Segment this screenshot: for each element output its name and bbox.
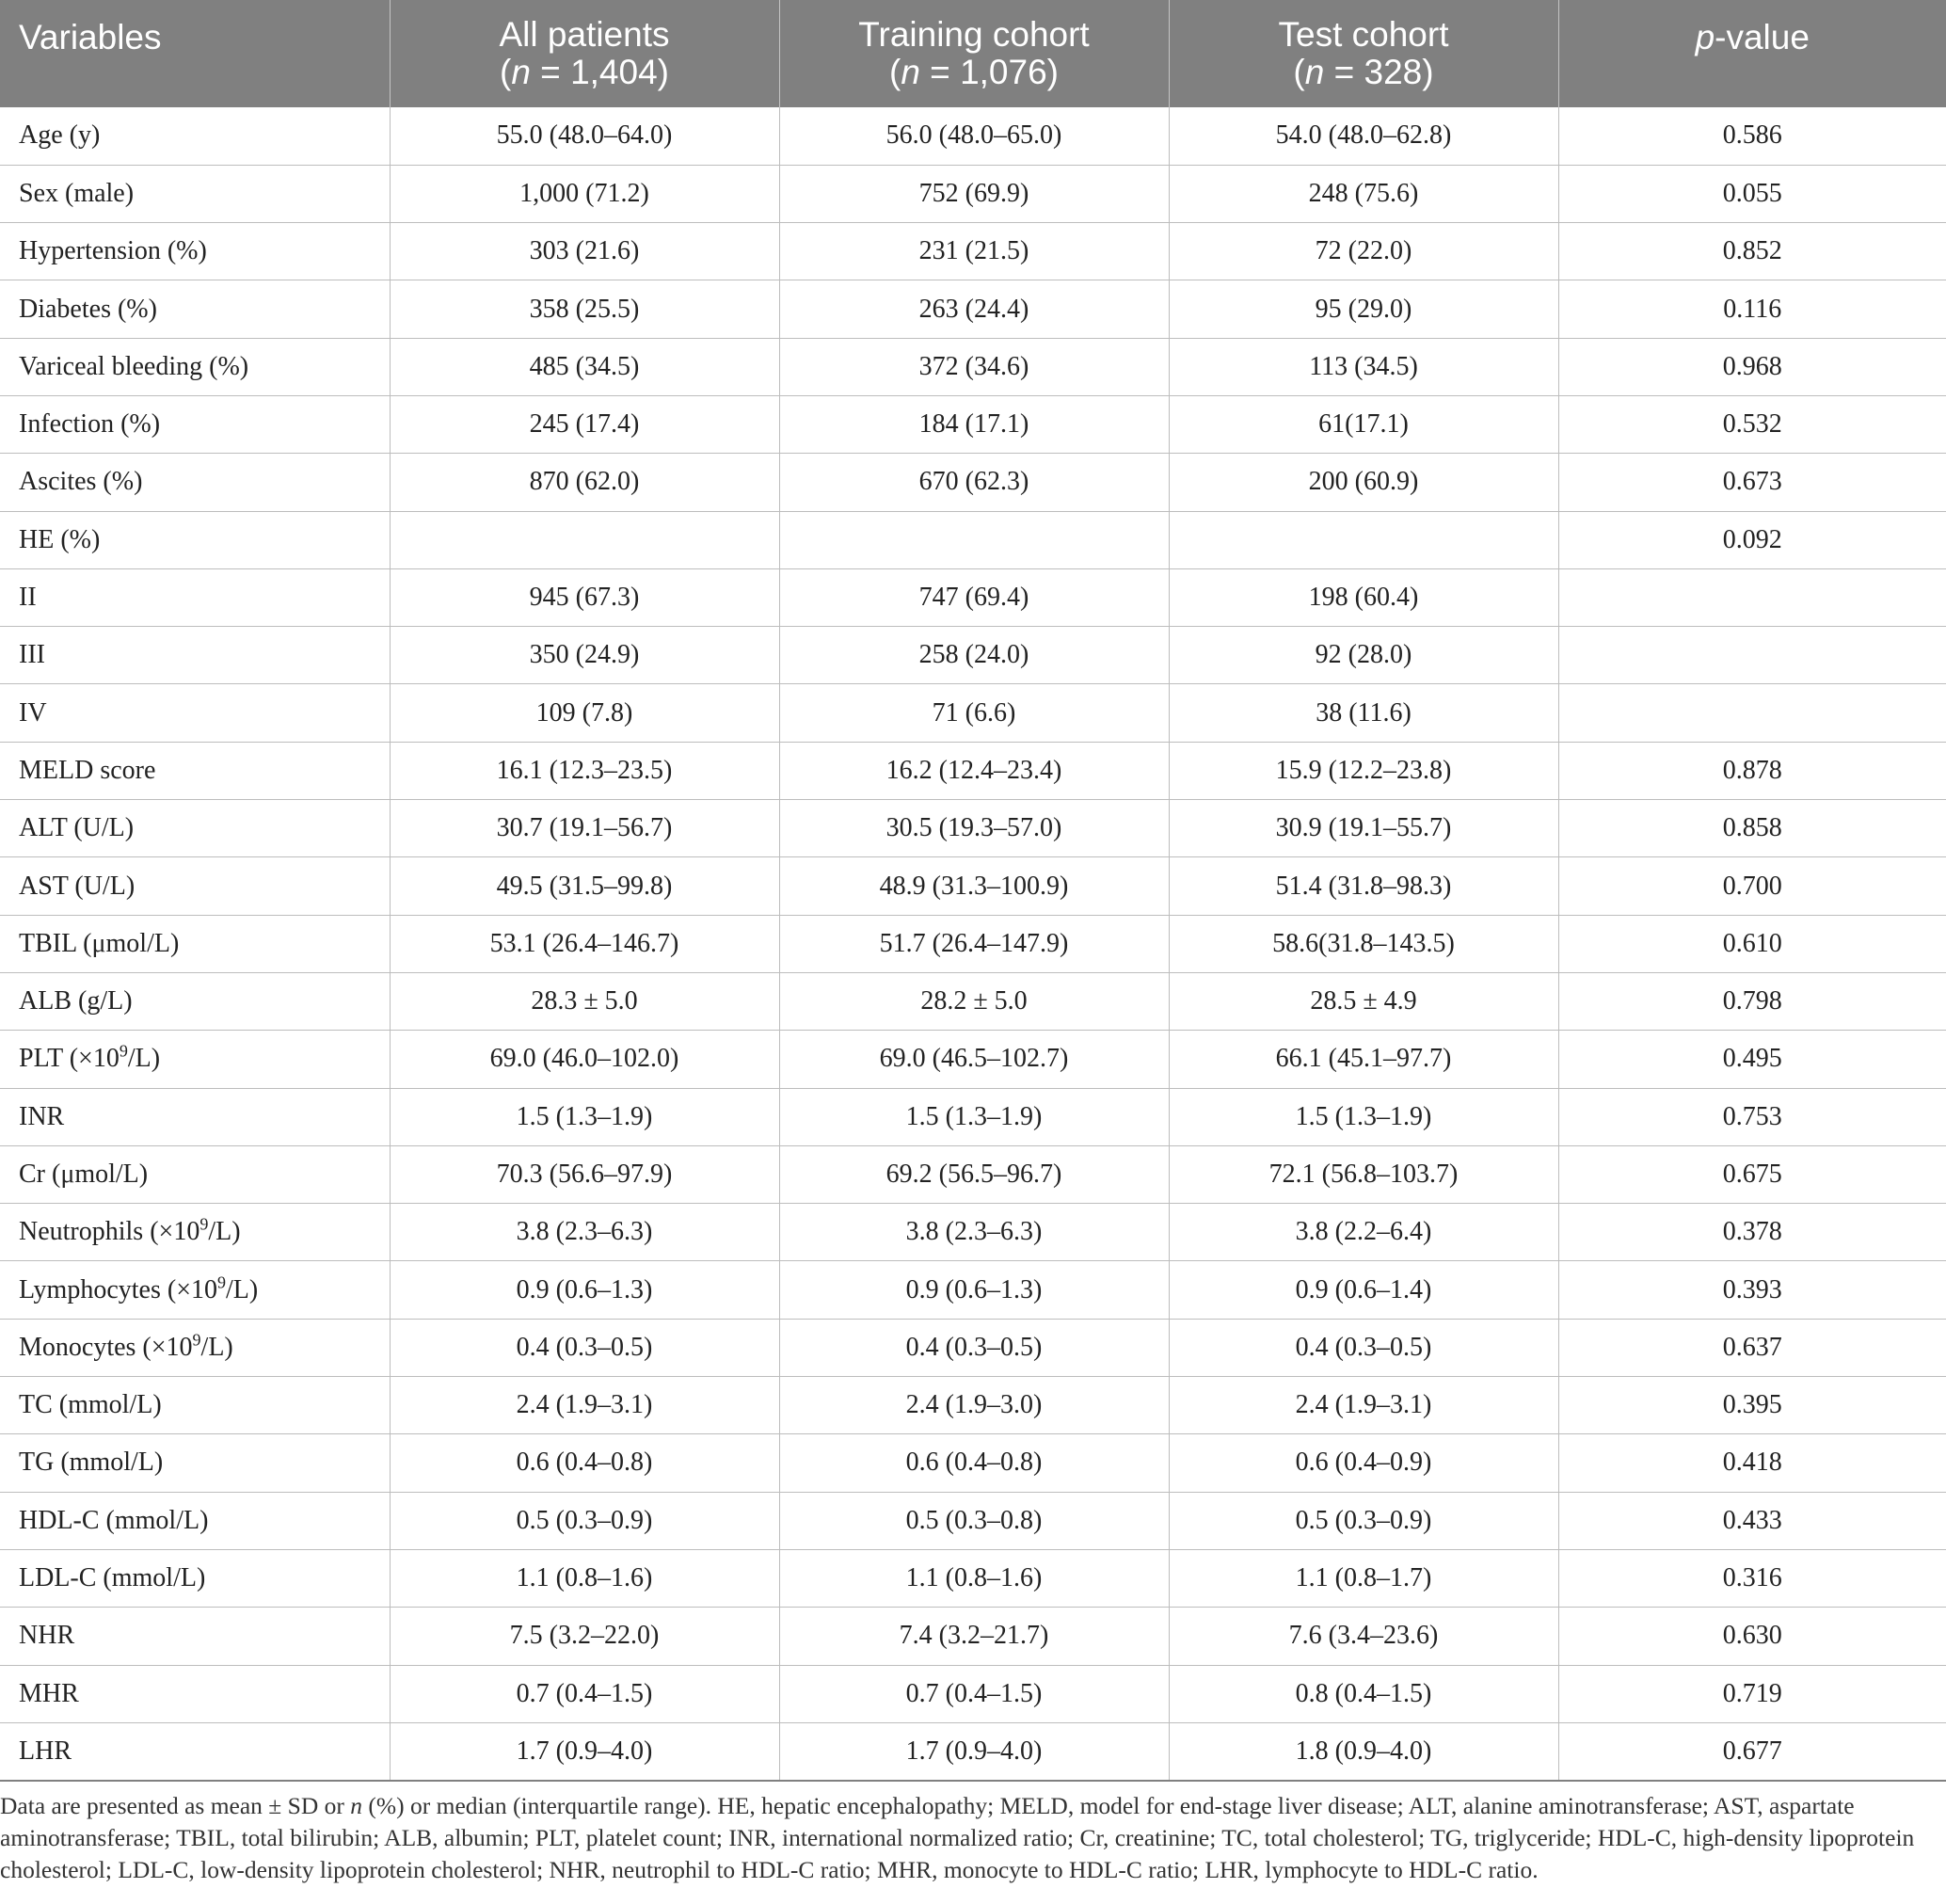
cell-training-cohort: 263 (24.4)	[779, 280, 1169, 338]
header-training-cohort-n: (n = 1,076)	[889, 53, 1059, 91]
cell-training-cohort: 69.0 (46.5–102.7)	[779, 1031, 1169, 1088]
cell-training-cohort: 184 (17.1)	[779, 395, 1169, 453]
table-row	[0, 1031, 1946, 1088]
cell-training-cohort: 670 (62.3)	[779, 454, 1169, 511]
header-test-cohort-label: Test cohort	[1278, 15, 1449, 54]
table-row	[0, 107, 1946, 165]
cell-training-cohort: 71 (6.6)	[779, 684, 1169, 742]
cell-all-patients: 245 (17.4)	[390, 395, 779, 453]
table-header	[0, 0, 1946, 107]
cell-all-patients: 0.7 (0.4–1.5)	[390, 1665, 779, 1722]
cell-test-cohort: 30.9 (19.1–55.7)	[1169, 800, 1558, 857]
cell-p-value: 0.630	[1558, 1608, 1946, 1665]
cell-all-patients: 2.4 (1.9–3.1)	[390, 1377, 779, 1434]
cell-test-cohort: 38 (11.6)	[1169, 684, 1558, 742]
cell-all-patients: 109 (7.8)	[390, 684, 779, 742]
table-row	[0, 1204, 1946, 1261]
header-all-patients	[390, 0, 779, 107]
cell-variable: TBIL (μmol/L)	[0, 915, 390, 972]
cell-test-cohort: 1.5 (1.3–1.9)	[1169, 1088, 1558, 1145]
cell-test-cohort: 51.4 (31.8–98.3)	[1169, 857, 1558, 915]
cell-test-cohort: 0.9 (0.6–1.4)	[1169, 1261, 1558, 1319]
cell-p-value: 0.858	[1558, 800, 1946, 857]
cell-all-patients: 53.1 (26.4–146.7)	[390, 915, 779, 972]
table-row	[0, 511, 1946, 568]
table-row	[0, 165, 1946, 222]
cell-all-patients: 1,000 (71.2)	[390, 165, 779, 222]
table-row	[0, 1145, 1946, 1203]
cell-p-value: 0.378	[1558, 1204, 1946, 1261]
cell-p-value: 0.798	[1558, 972, 1946, 1030]
cell-all-patients: 30.7 (19.1–56.7)	[390, 800, 779, 857]
table-row	[0, 1608, 1946, 1665]
cell-all-patients: 945 (67.3)	[390, 568, 779, 626]
table-row	[0, 1319, 1946, 1376]
cell-p-value	[1558, 627, 1946, 684]
table-row	[0, 1549, 1946, 1607]
cell-variable: MELD score	[0, 742, 390, 799]
header-training-cohort-label: Training cohort	[858, 15, 1090, 54]
cell-variable: ALB (g/L)	[0, 972, 390, 1030]
cell-test-cohort: 0.5 (0.3–0.9)	[1169, 1492, 1558, 1549]
cell-p-value: 0.677	[1558, 1722, 1946, 1780]
cell-variable: MHR	[0, 1665, 390, 1722]
cell-variable: Neutrophils $(\times 10^9/L)$	[0, 1204, 390, 1261]
cell-all-patients: 303 (21.6)	[390, 223, 779, 280]
table-row	[0, 223, 1946, 280]
cell-p-value: 0.393	[1558, 1261, 1946, 1319]
cell-p-value	[1558, 568, 1946, 626]
table-row	[0, 972, 1946, 1030]
cell-test-cohort: 0.6 (0.4–0.9)	[1169, 1434, 1558, 1492]
cell-variable: TC (mmol/L)	[0, 1377, 390, 1434]
cell-training-cohort: 69.2 (56.5–96.7)	[779, 1145, 1169, 1203]
cell-test-cohort: 15.9 (12.2–23.8)	[1169, 742, 1558, 799]
cell-all-patients: 1.1 (0.8–1.6)	[390, 1549, 779, 1607]
table-row	[0, 568, 1946, 626]
table-footnote: Data are presented as mean ± SD or n (%) or median (interquartile range). HE, hepatic encephalopathy; MELD, model for end-stage liver disease; ALT, alanine aminotransferase; AST, aspartate aminotransferase; TBIL, total bilirubin; ALB, albumin; PLT, platelet count; INR, international normalized ratio; Cr, creatinine; TC, total cholesterol; TG, triglyceride; HDL-C, high-density lipoprotein cholesterol; LDL-C, low-density lipoprotein cholesterol; NHR, neutrophil to HDL-C ratio; MHR, monocyte to HDL-C ratio; LHR, lymphocyte to HDL-C ratio.	[0, 1792, 1915, 1883]
cell-p-value: 0.495	[1558, 1031, 1946, 1088]
cell-p-value: 0.719	[1558, 1665, 1946, 1722]
cell-all-patients: 1.5 (1.3–1.9)	[390, 1088, 779, 1145]
cell-variable: IV	[0, 684, 390, 742]
table-row	[0, 627, 1946, 684]
cell-p-value: 0.586	[1558, 107, 1946, 165]
cell-all-patients: 350 (24.9)	[390, 627, 779, 684]
cell-training-cohort: 0.5 (0.3–0.8)	[779, 1492, 1169, 1549]
cell-variable: Variceal bleeding (%)	[0, 338, 390, 395]
cell-p-value: 0.673	[1558, 454, 1946, 511]
header-variables-label: Variables	[19, 18, 162, 56]
table-row	[0, 1722, 1946, 1780]
header-all-patients-label: All patients	[499, 15, 670, 54]
cell-all-patients: 485 (34.5)	[390, 338, 779, 395]
cell-test-cohort: 7.6 (3.4–23.6)	[1169, 1608, 1558, 1665]
cell-p-value: 0.092	[1558, 511, 1946, 568]
cell-all-patients: 358 (25.5)	[390, 280, 779, 338]
cell-p-value: 0.852	[1558, 223, 1946, 280]
cell-all-patients: 28.3 ± 5.0	[390, 972, 779, 1030]
header-all-patients-n: (n = 1,404)	[500, 53, 669, 91]
header-variables	[0, 0, 390, 107]
table-row	[0, 742, 1946, 799]
cell-training-cohort: 1.1 (0.8–1.6)	[779, 1549, 1169, 1607]
cell-variable: Sex (male)	[0, 165, 390, 222]
cell-training-cohort: 28.2 ± 5.0	[779, 972, 1169, 1030]
cell-p-value: 0.532	[1558, 395, 1946, 453]
table-row	[0, 1261, 1946, 1319]
cell-training-cohort: 48.9 (31.3–100.9)	[779, 857, 1169, 915]
cell-training-cohort: 7.4 (3.2–21.7)	[779, 1608, 1169, 1665]
cell-p-value: 0.610	[1558, 915, 1946, 972]
header-row	[0, 0, 1946, 107]
cell-test-cohort	[1169, 511, 1558, 568]
cell-p-value: 0.316	[1558, 1549, 1946, 1607]
cell-p-value: 0.637	[1558, 1319, 1946, 1376]
cell-all-patients: 69.0 (46.0–102.0)	[390, 1031, 779, 1088]
cell-p-value: 0.753	[1558, 1088, 1946, 1145]
table-row	[0, 1665, 1946, 1722]
cell-test-cohort: 54.0 (48.0–62.8)	[1169, 107, 1558, 165]
cell-variable: HDL-C (mmol/L)	[0, 1492, 390, 1549]
cell-test-cohort: 200 (60.9)	[1169, 454, 1558, 511]
cell-test-cohort: 0.4 (0.3–0.5)	[1169, 1319, 1558, 1376]
table-row	[0, 1492, 1946, 1549]
table-row	[0, 1377, 1946, 1434]
cell-training-cohort: 0.7 (0.4–1.5)	[779, 1665, 1169, 1722]
cell-variable: Infection (%)	[0, 395, 390, 453]
cell-training-cohort: 30.5 (19.3–57.0)	[779, 800, 1169, 857]
cell-test-cohort: 61(17.1)	[1169, 395, 1558, 453]
cell-variable: HE (%)	[0, 511, 390, 568]
cell-variable: INR	[0, 1088, 390, 1145]
cell-training-cohort: 372 (34.6)	[779, 338, 1169, 395]
cell-p-value: 0.700	[1558, 857, 1946, 915]
cell-variable: LHR	[0, 1722, 390, 1780]
cell-training-cohort: 0.6 (0.4–0.8)	[779, 1434, 1169, 1492]
cell-test-cohort: 0.8 (0.4–1.5)	[1169, 1665, 1558, 1722]
cell-variable: NHR	[0, 1608, 390, 1665]
cell-training-cohort	[779, 511, 1169, 568]
cell-all-patients: 0.6 (0.4–0.8)	[390, 1434, 779, 1492]
cell-test-cohort: 95 (29.0)	[1169, 280, 1558, 338]
cell-test-cohort: 2.4 (1.9–3.1)	[1169, 1377, 1558, 1434]
cell-variable: Diabetes (%)	[0, 280, 390, 338]
header-training-cohort	[779, 0, 1169, 107]
cell-variable: Lymphocytes $(\times 10^9/L)$	[0, 1261, 390, 1319]
cell-variable: AST (U/L)	[0, 857, 390, 915]
cell-test-cohort: 3.8 (2.2–6.4)	[1169, 1204, 1558, 1261]
cell-variable: III	[0, 627, 390, 684]
cell-test-cohort: 72.1 (56.8–103.7)	[1169, 1145, 1558, 1203]
cell-training-cohort: 258 (24.0)	[779, 627, 1169, 684]
cell-p-value: 0.675	[1558, 1145, 1946, 1203]
cell-training-cohort: 0.4 (0.3–0.5)	[779, 1319, 1169, 1376]
table-row	[0, 684, 1946, 742]
table-row	[0, 915, 1946, 972]
cell-all-patients: 0.4 (0.3–0.5)	[390, 1319, 779, 1376]
cell-p-value	[1558, 684, 1946, 742]
header-test-cohort	[1169, 0, 1558, 107]
cell-all-patients: 1.7 (0.9–4.0)	[390, 1722, 779, 1780]
cell-p-value: 0.055	[1558, 165, 1946, 222]
cell-p-value: 0.878	[1558, 742, 1946, 799]
cell-training-cohort: 0.9 (0.6–1.3)	[779, 1261, 1169, 1319]
cell-test-cohort: 92 (28.0)	[1169, 627, 1558, 684]
cell-test-cohort: 72 (22.0)	[1169, 223, 1558, 280]
header-test-cohort-n: (n = 328)	[1293, 53, 1434, 91]
cell-variable: II	[0, 568, 390, 626]
cell-variable: Hypertension (%)	[0, 223, 390, 280]
table-row	[0, 280, 1946, 338]
cell-all-patients: 0.5 (0.3–0.9)	[390, 1492, 779, 1549]
table-row	[0, 1434, 1946, 1492]
cell-training-cohort: 1.7 (0.9–4.0)	[779, 1722, 1169, 1780]
cell-test-cohort: 28.5 ± 4.9	[1169, 972, 1558, 1030]
cell-variable: ALT (U/L)	[0, 800, 390, 857]
table-row	[0, 395, 1946, 453]
cell-variable: Age (y)	[19, 120, 101, 151]
cell-p-value: 0.418	[1558, 1434, 1946, 1492]
cell-all-patients: 16.1 (12.3–23.5)	[390, 742, 779, 799]
cell-variable: Cr (μmol/L)	[0, 1145, 390, 1203]
cell-training-cohort: 2.4 (1.9–3.0)	[779, 1377, 1169, 1434]
cell-all-patients: 0.9 (0.6–1.3)	[390, 1261, 779, 1319]
cell-p-value: 0.968	[1558, 338, 1946, 395]
cell-all-patients: 7.5 (3.2–22.0)	[390, 1608, 779, 1665]
cell-all-patients	[390, 511, 779, 568]
cell-test-cohort: 66.1 (45.1–97.7)	[1169, 1031, 1558, 1088]
table-row	[0, 857, 1946, 915]
cell-test-cohort: 58.6(31.8–143.5)	[1169, 915, 1558, 972]
table-body	[0, 107, 1946, 1781]
cell-test-cohort: 248 (75.6)	[1169, 165, 1558, 222]
header-p-value-label: p-value	[1695, 18, 1810, 56]
cell-training-cohort: 752 (69.9)	[779, 165, 1169, 222]
cell-test-cohort: 113 (34.5)	[1169, 338, 1558, 395]
cell-variable: Ascites (%)	[0, 454, 390, 511]
cell-variable: PLT $(\times 10^9/L)$	[0, 1031, 390, 1088]
header-p-value	[1558, 0, 1946, 107]
cell-p-value: 0.116	[1558, 280, 1946, 338]
cell-training-cohort: 51.7 (26.4–147.9)	[779, 915, 1169, 972]
cell-training-cohort: 16.2 (12.4–23.4)	[779, 742, 1169, 799]
cell-training-cohort: 1.5 (1.3–1.9)	[779, 1088, 1169, 1145]
cell-training-cohort: 747 (69.4)	[779, 568, 1169, 626]
cell-variable: Monocytes $(\times 10^9/L)$	[0, 1319, 390, 1376]
cell-all-patients: 70.3 (56.6–97.9)	[390, 1145, 779, 1203]
cell-all-patients: 55.0 (48.0–64.0)	[390, 107, 779, 165]
cell-p-value: 0.433	[1558, 1492, 1946, 1549]
cell-training-cohort: 56.0 (48.0–65.0)	[779, 107, 1169, 165]
cell-training-cohort: 3.8 (2.3–6.3)	[779, 1204, 1169, 1261]
cell-variable: TG (mmol/L)	[0, 1434, 390, 1492]
cell-test-cohort: 1.1 (0.8–1.7)	[1169, 1549, 1558, 1607]
table-row	[0, 454, 1946, 511]
cell-all-patients: 870 (62.0)	[390, 454, 779, 511]
table-row	[0, 800, 1946, 857]
cell-p-value: 0.395	[1558, 1377, 1946, 1434]
cell-variable: LDL-C (mmol/L)	[0, 1549, 390, 1607]
cell-test-cohort: 198 (60.4)	[1169, 568, 1558, 626]
cell-training-cohort: 231 (21.5)	[779, 223, 1169, 280]
table-row	[0, 338, 1946, 395]
cell-all-patients: 49.5 (31.5–99.8)	[390, 857, 779, 915]
table-row	[0, 1088, 1946, 1145]
cell-all-patients: 3.8 (2.3–6.3)	[390, 1204, 779, 1261]
cell-test-cohort: 1.8 (0.9–4.0)	[1169, 1722, 1558, 1780]
